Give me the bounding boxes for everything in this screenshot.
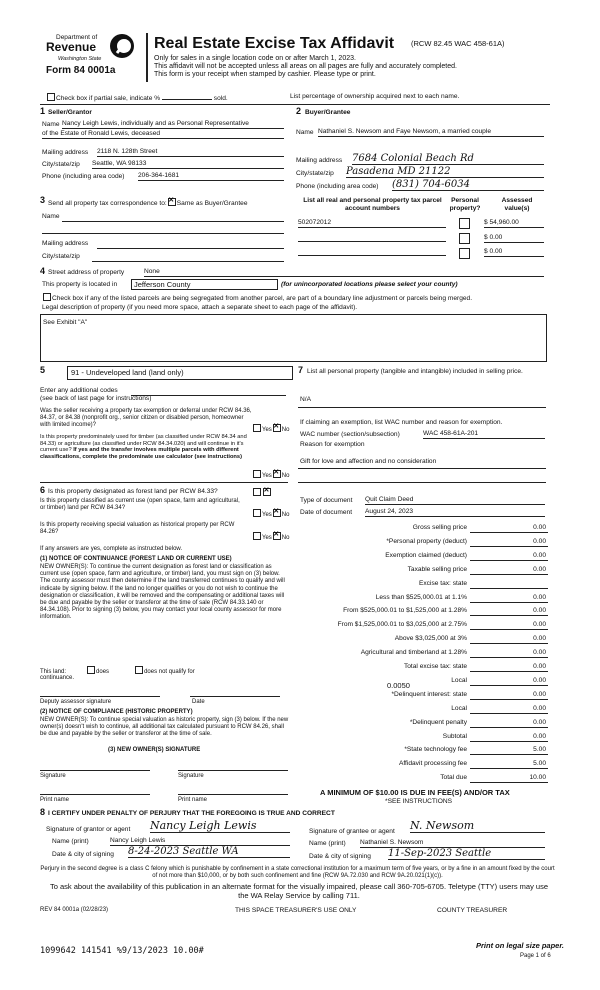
- timber-question: Is this property predominately used for timber (as classified under RCW 84.34 and 84.33) or agriculture (as classified under RCW 84.34.020) and will continue in it's current use? If yes and the transfer involves multiple parcels with different classifications, complete the predominate use calculator (see instructions): [40, 434, 247, 460]
- buyer-city-label: City/state/zip: [296, 170, 334, 177]
- tax-row-value[interactable]: 0.00: [533, 551, 546, 559]
- tax-row-label: *Delinquent interest: state: [391, 690, 467, 698]
- grantee-signature-label: Signature of grantee or agent: [309, 828, 395, 835]
- buyer-phone[interactable]: (831) 704-6034: [392, 179, 544, 191]
- document-type[interactable]: Quit Claim Deed: [365, 496, 545, 505]
- buyer-name[interactable]: Nathaniel S. Newsom and Faye Newsom, a married couple: [318, 128, 544, 137]
- section-1-number: 1: [40, 106, 46, 116]
- dept-of-label: Department of: [56, 34, 98, 41]
- county-note: (for unincorporated locations please select your county): [281, 281, 458, 288]
- exemption-question: Was the seller receiving a property tax exemption or deferral under RCW 84.36, 84.37, or 84.38 (nonprofit org., senior citizen or disabled person, homeowner with limited income)?: [40, 408, 252, 429]
- parcel-column-header: List all real and personal property tax parcel account numbers: [303, 197, 442, 212]
- grantor-signature[interactable]: Nancy Leigh Lewis: [150, 820, 290, 833]
- revenue-logo-text: Revenue: [46, 40, 97, 54]
- does-not-qualify-checkbox[interactable]: [135, 666, 143, 674]
- ownership-note: List percentage of ownership acquired next to each name.: [290, 93, 460, 100]
- buyer-heading: Buyer/Grantee: [305, 109, 351, 116]
- tax-row-value[interactable]: 5.00: [533, 760, 546, 768]
- seller-name-line2[interactable]: of the Estate of Ronald Lewis, deceased: [42, 130, 284, 139]
- exemption-reason[interactable]: Gift for love and affection and no consideration: [300, 458, 437, 465]
- tax-row-label: *Delinquent penalty: [409, 718, 467, 726]
- owner-print-name-label-1: Print name: [40, 797, 70, 803]
- tax-row-value[interactable]: 0.00: [533, 676, 546, 684]
- section-5-number: 5: [40, 365, 46, 375]
- owner-signature-label-2: Signature: [178, 773, 204, 779]
- treasurer-use-label: THIS SPACE TREASURER'S USE ONLY: [235, 907, 357, 914]
- seller-address[interactable]: 2118 N. 128th Street: [97, 148, 284, 157]
- notice-compliance-heading: (2) NOTICE OF COMPLIANCE (HISTORIC PROPERTY): [40, 709, 193, 715]
- personal-property-value[interactable]: N/A: [300, 396, 311, 403]
- tax-row-value[interactable]: 0.00: [533, 524, 546, 531]
- reason-label: Reason for exemption: [300, 441, 365, 448]
- new-owner-signature-heading: (3) NEW OWNER(S) SIGNATURE: [108, 747, 201, 753]
- page-number: Page 1 of 6: [520, 953, 551, 959]
- partial-sale-row: Check box if partial sale, indicate % sold.: [46, 93, 228, 103]
- grantor-name-label: Name (print): [52, 838, 89, 845]
- tax-row-label: Gross selling price: [412, 524, 467, 531]
- subtitle-3: This form is your receipt when stamped by cashier. Please type or print.: [154, 71, 376, 78]
- grantor-name[interactable]: Nancy Leigh Lewis: [110, 837, 290, 846]
- rcw-reference: (RCW 82.45 WAC 458-61A): [411, 39, 505, 48]
- subtitle-1: Only for sales in a single location code on or after March 1, 2023.: [154, 55, 356, 62]
- forest-yes-no: [252, 488, 272, 498]
- grantee-name[interactable]: Nathaniel S. Newsom: [360, 839, 545, 848]
- exemption-yes-checkbox[interactable]: [253, 424, 261, 432]
- certify-statement: I CERTIFY UNDER PENALTY OF PERJURY THAT THE FOREGOING IS TRUE AND CORRECT: [48, 810, 335, 817]
- land-use-code-select[interactable]: 91 - Undeveloped land (land only): [67, 366, 293, 380]
- washington-state-label: Washington State: [58, 56, 102, 62]
- tax-row-label: Above $3,025,000 at 3%: [394, 635, 467, 643]
- section-3-number: 3: [40, 195, 46, 205]
- perjury-notice: Perjury in the second degree is a class C felony which is punishable by confinement in a state correctional institution for a maximum term of five years, or by a fine in an amount fixed by the court of not more than $10,000, or by both such confinement and fine (RCW 9A.72.030 and RCW 9A.20.021(1)(c)).: [40, 866, 555, 880]
- tax-row-label: From $525,000.01 to $1,525,000 at 1.28%: [343, 607, 467, 615]
- sec3-address-label: Mailing address: [42, 240, 89, 247]
- current-use-yes-no: Yes✕ No: [252, 509, 289, 519]
- alternate-format-notice: To ask about the availability of this publication in an alternate format for the visually impaired, please call 360-705-6705. Teletype (TTY) users may use the WA Relay Service by calling 711.: [49, 882, 549, 900]
- section-3-label: Send all property tax correspondence to:✕ Same as Buyer/Grantee: [48, 198, 248, 208]
- grantee-date-label: Date & city of signing: [309, 853, 371, 860]
- same-as-buyer-checkbox[interactable]: [168, 198, 176, 206]
- notice-continuance-heading: (1) NOTICE OF CONTINUANCE (FOREST LAND OR CURRENT USE): [40, 556, 232, 562]
- tax-row-label: Exemption claimed (deduct): [385, 551, 467, 559]
- tax-row-value[interactable]: 0.00: [533, 649, 546, 657]
- section-7-number: 7: [298, 365, 304, 375]
- tax-row-value[interactable]: 0.00: [533, 537, 546, 545]
- historic-question: Is this property receiving special valuation as historical property per RCW 84.26?: [40, 522, 235, 536]
- exemption-yes-no: Yes✕ No: [252, 424, 289, 434]
- tax-row-label: Total excise tax: state: [403, 663, 467, 670]
- seller-address-label: Mailing address: [42, 149, 89, 156]
- tax-row-label: *State technology fee: [404, 746, 467, 754]
- seller-name-line1[interactable]: Nancy Leigh Lewis, individually and as Personal Representative: [62, 120, 284, 129]
- tax-row-value[interactable]: 0.00: [533, 565, 546, 573]
- tax-row-label: Less than $525,000.01 at 1.1%: [375, 593, 467, 601]
- tax-row-label: Local: [451, 676, 467, 684]
- buyer-phone-label: Phone (including area code): [296, 183, 379, 190]
- exemption-claim-label: If claiming an exemption, list WAC number and reason for exemption.: [300, 419, 503, 426]
- seller-city[interactable]: Seattle, WA 98133: [92, 160, 284, 169]
- section-8-number: 8: [40, 807, 46, 817]
- assessed-value-3[interactable]: $ 0.00: [484, 248, 544, 257]
- tax-row-label: From $1,525,000.01 to $3,025,000 at 2.75%: [337, 621, 467, 629]
- seller-phone-label: Phone (including area code): [42, 173, 125, 180]
- doc-type-label: Type of document: [300, 497, 353, 504]
- current-use-yes-checkbox[interactable]: [253, 509, 261, 517]
- grantor-signature-label: Signature of grantor or agent: [46, 826, 131, 833]
- tax-row-label: Subtotal: [442, 732, 467, 740]
- timber-yes-checkbox[interactable]: [253, 470, 261, 478]
- tax-row-label: Local: [451, 704, 467, 712]
- seller-name-label: Name: [42, 121, 60, 128]
- assessed-value-2[interactable]: $ 0.00: [484, 234, 544, 243]
- does-qualify-checkbox[interactable]: [87, 666, 95, 674]
- grantee-name-label: Name (print): [309, 840, 346, 847]
- tax-row-value[interactable]: 0.00: [533, 718, 546, 726]
- segregated-checkbox[interactable]: [43, 293, 51, 301]
- assessor-date-label: Date: [192, 699, 205, 705]
- buyer-name-label: Name: [296, 129, 314, 136]
- tax-row-value[interactable]: 0.00: [533, 593, 546, 601]
- wac-number-label: WAC number (section/subsection): [300, 431, 400, 438]
- timber-no-checkbox[interactable]: [273, 470, 281, 478]
- this-land-row: This land: does does not qualify for: [40, 666, 195, 676]
- wac-number[interactable]: WAC 458-61A-201: [423, 430, 545, 439]
- additional-codes-note: (see back of last page for instructions): [40, 395, 152, 402]
- legal-description: See Exhibit "A": [43, 319, 88, 326]
- street-address-label: Street address of property: [48, 269, 125, 276]
- sec3-city-label: City/state/zip: [42, 253, 80, 260]
- owner-print-name-label-2: Print name: [178, 797, 208, 803]
- personal-property-header: Personal property?: [449, 197, 481, 212]
- personal-property-checkbox-1[interactable]: [459, 218, 470, 229]
- forest-yes-checkbox[interactable]: [253, 488, 261, 496]
- tax-row-value[interactable]: 0.00: [533, 621, 546, 629]
- forest-no-checkbox[interactable]: [263, 488, 271, 496]
- tax-row-value[interactable]: 0.00: [533, 635, 546, 643]
- seller-phone[interactable]: 206-364-1681: [138, 172, 284, 181]
- tax-row-value[interactable]: 0.00: [533, 704, 546, 712]
- form-title: Real Estate Excise Tax Affidavit: [154, 35, 395, 52]
- parcel-number-1[interactable]: 502072012: [298, 219, 446, 228]
- tax-row-value[interactable]: 5.00: [533, 746, 546, 754]
- tax-row-label: Affidavit processing fee: [398, 760, 467, 768]
- subtitle-2: This affidavit will not be accepted unless all areas on all pages are fully and accurately completed.: [154, 63, 457, 70]
- historic-yes-checkbox[interactable]: [253, 532, 261, 540]
- current-use-question: Is this property classified as current use (open space, farm and agricultural, or timber) land per RCW 84.34?: [40, 498, 240, 512]
- grantee-date-city[interactable]: 11-Sep-2023 Seattle: [388, 848, 545, 860]
- partial-sale-checkbox[interactable]: [47, 93, 55, 101]
- tax-row-label: Total due: [440, 774, 467, 782]
- street-address[interactable]: None: [144, 268, 544, 277]
- tax-row-label: Agricultural and timberland at 1.28%: [360, 649, 467, 657]
- revision-label: REV 84 0001a (02/28/23): [40, 907, 109, 913]
- minimum-fee-note: A MINIMUM OF $10.00 IS DUE IN FEE(S) AND/OR TAX: [320, 788, 510, 797]
- historic-no-checkbox[interactable]: [273, 532, 281, 540]
- segregated-row: Check box if any of the listed parcels are being segregated from another parcel, are part of a boundary line adjustment or parcels being merged.: [42, 293, 472, 303]
- form-number: Form 84 0001a: [46, 65, 116, 76]
- section-4-number: 4: [40, 266, 46, 276]
- seller-city-label: City/state/zip: [42, 161, 80, 168]
- section-6-number: 6: [40, 485, 46, 495]
- tax-row-label: Taxable selling price: [407, 565, 467, 573]
- see-instructions-note: *SEE INSTRUCTIONS: [385, 798, 453, 805]
- document-date[interactable]: August 24, 2023: [365, 508, 545, 517]
- cashier-stamp: 1099642 141541 %9/13/2023 10.00#: [40, 946, 204, 956]
- tax-row-label: *Personal property (deduct): [386, 537, 467, 545]
- continuance-label: continuance.: [40, 675, 75, 681]
- tax-row-value[interactable]: 0.00: [533, 663, 546, 670]
- forest-land-question: Is this property designated as forest land per RCW 84.33?: [48, 488, 218, 495]
- assessed-value-header: Assessed value(s): [501, 197, 533, 212]
- seller-heading: Seller/Grantor: [48, 109, 92, 116]
- personal-property-checkbox-2[interactable]: [459, 233, 470, 244]
- tax-row-label: Excise tax: state: [418, 579, 467, 587]
- legal-paper-note: Print on legal size paper.: [476, 941, 564, 950]
- current-use-no-checkbox[interactable]: [273, 509, 281, 517]
- timber-yes-no: Yes✕ No: [252, 470, 289, 480]
- exemption-no-checkbox[interactable]: [273, 424, 281, 432]
- tax-row-value[interactable]: 10.00: [529, 774, 546, 782]
- owner-signature-label-1: Signature: [40, 773, 66, 779]
- located-in-label: This property is located in: [42, 281, 118, 288]
- local-rate: 0.0050: [387, 681, 410, 690]
- if-yes-note: If any answers are yes, complete as instructed below.: [40, 546, 183, 552]
- notice-continuance-body: NEW OWNER(S): To continue the current designation as forest land or classification as current use (open space, farm and agriculture, or timber) land, you must sign on (3) below. The county assessor must then determine if the land transferred continues to qualify and will indicate by signing below. If the land no longer qualifies or you do not wish to continue the designation or classification, it will be removed and the compensating or additional taxes will be due and payable by the seller or transferor at the time of sale (RCW 84.33.140 or 84.34.108). Prior to signing (3) below, you may contact your local county assessor for more information.: [40, 564, 285, 621]
- sec3-name-label: Name: [42, 213, 60, 220]
- tax-row-value[interactable]: 0.00: [533, 732, 546, 740]
- assessed-value-1[interactable]: $ 54,960.00: [484, 219, 544, 228]
- section-2-number: 2: [296, 106, 302, 116]
- county-treasurer-label: COUNTY TREASURER: [437, 907, 508, 914]
- legal-description-box[interactable]: [40, 314, 547, 362]
- tax-row-value[interactable]: 0.00: [533, 690, 546, 698]
- county-select[interactable]: Jefferson County: [131, 279, 278, 290]
- grantee-signature[interactable]: N. Newsom: [410, 820, 545, 833]
- assessor-signature-label: Deputy assessor signature: [40, 699, 112, 705]
- tax-row-value[interactable]: 0.00: [533, 607, 546, 615]
- revenue-logo-icon: [108, 32, 136, 60]
- personal-property-checkbox-3[interactable]: [459, 248, 470, 259]
- buyer-address[interactable]: 7684 Colonial Beach Rd: [352, 153, 544, 165]
- buyer-address-label: Mailing address: [296, 157, 343, 164]
- grantor-date-label: Date & city of signing: [52, 851, 114, 858]
- personal-property-label: List all personal property (tangible and intangible) included in selling price.: [307, 368, 523, 375]
- grantor-date-city[interactable]: 8-24-2023 Seattle WA: [128, 846, 290, 858]
- additional-codes-label: Enter any additional codes: [40, 387, 118, 394]
- doc-date-label: Date of document: [300, 509, 353, 516]
- historic-yes-no: Yes✕ No: [252, 532, 289, 542]
- legal-description-label: Legal description of property (if you need more space, attach a separate sheet to each page of the affidavit).: [42, 304, 358, 311]
- notice-compliance-body: NEW OWNER(S): To continue special valuation as historic property, sign (3) below. If the new owner(s) doesn't wish to continue, all additional tax calculated pursuant to RCW 84.26, shall be due and payable by the seller or transferor at the time of sale.: [40, 717, 289, 738]
- buyer-city[interactable]: Pasadena MD 21122: [346, 166, 544, 178]
